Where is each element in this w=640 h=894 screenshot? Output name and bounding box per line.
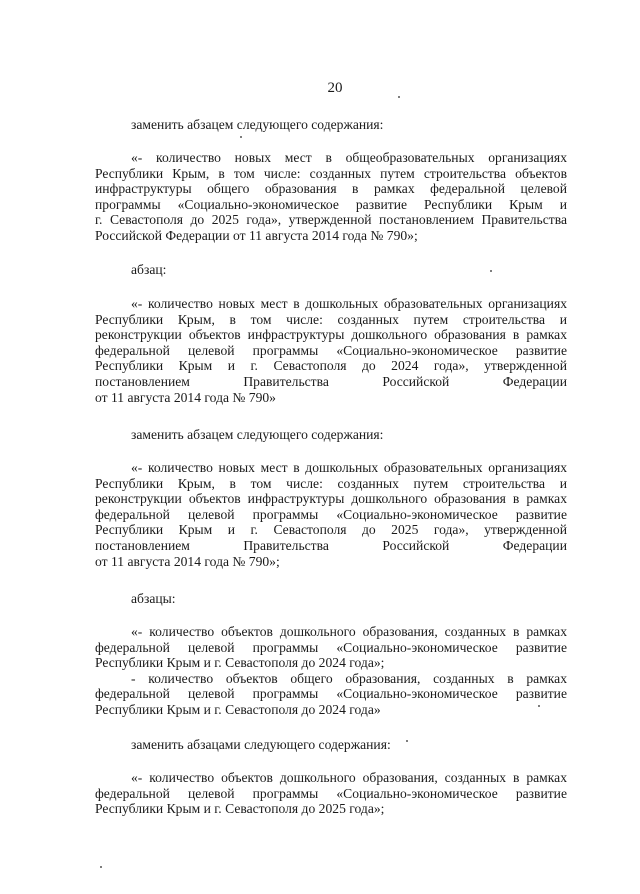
- paragraph-line: Республики Крым и г. Севастополя до 2025 года»;: [95, 801, 385, 817]
- scan-speck: [406, 740, 408, 742]
- quoted-paragraph: [95, 296, 567, 405]
- scan-speck: [100, 866, 102, 868]
- instruction-line: абзацы:: [131, 591, 176, 606]
- paragraph-line: Республики Крым и г. Севастополя до 2025 года», утвержденной: [95, 522, 567, 538]
- instruction-line: заменить абзацами следующего содержания:: [131, 737, 391, 752]
- quoted-paragraph: [95, 770, 567, 817]
- quoted-paragraph: [95, 624, 567, 718]
- paragraph-line: - количество объектов общего образования, созданных в рамках: [131, 670, 567, 686]
- paragraph-line: от 11 августа 2014 года № 790»;: [95, 553, 280, 569]
- paragraph-line: «- количество объектов дошкольного образования, созданных в рамках: [131, 624, 567, 639]
- paragraph-line: реконструкции объектов инфраструктуры дошкольного образования в рамках: [95, 491, 567, 507]
- paragraph-line: от 11 августа 2014 года № 790»: [95, 389, 276, 405]
- scan-speck: [538, 705, 540, 707]
- paragraph-line: федеральной целевой программы «Социально-экономическое развитие: [95, 686, 567, 702]
- paragraph-line: Российской Федерации от 11 августа 2014 года № 790»;: [95, 227, 418, 243]
- paragraph-line: инфраструктуры общего образования в рамках федеральной целевой: [95, 181, 567, 197]
- quoted-paragraph: [95, 150, 567, 244]
- paragraph-line: федеральной целевой программы «Социально-экономическое развитие: [95, 785, 567, 801]
- paragraph-line: «- количество новых мест в дошкольных образовательных организациях: [131, 460, 567, 475]
- paragraph-line: Республики Крым и г. Севастополя до 2024 года», утвержденной: [95, 358, 567, 374]
- scan-speck: [398, 96, 400, 98]
- paragraph-line: Республики Крым, в том числе: созданных путем строительства и: [95, 311, 567, 327]
- paragraph-line: «- количество новых мест в дошкольных образовательных организациях: [131, 296, 567, 311]
- paragraph-line: постановлением Правительства Российской Федерации: [95, 537, 567, 553]
- paragraph-line: Республики Крым и г. Севастополя до 2024 года»;: [95, 655, 385, 671]
- paragraph-line: «- количество объектов дошкольного образования, созданных в рамках: [131, 770, 567, 785]
- instruction-line: заменить абзацем следующего содержания:: [131, 117, 384, 132]
- instruction-line: заменить абзацем следующего содержания:: [131, 427, 384, 442]
- scan-speck: [240, 136, 242, 138]
- instruction-line: абзац:: [131, 262, 167, 277]
- paragraph-line: программы «Социально-экономическое развитие Республики Крым и: [95, 196, 567, 212]
- paragraph-line: Республики Крым, в том числе: созданных путем строительства и: [95, 475, 567, 491]
- paragraph-line: реконструкции объектов инфраструктуры дошкольного образования в рамках: [95, 327, 567, 343]
- paragraph-line: Республики Крым и г. Севастополя до 2024 года»: [95, 701, 381, 717]
- paragraph-line: федеральной целевой программы «Социально-экономическое развитие: [95, 506, 567, 522]
- paragraph-line: постановлением Правительства Российской Федерации: [95, 373, 567, 389]
- paragraph-line: федеральной целевой программы «Социально-экономическое развитие: [95, 639, 567, 655]
- paragraph-line: Республики Крым, в том числе: созданных путем строительства объектов: [95, 165, 567, 181]
- page-number: 20: [327, 80, 343, 96]
- scan-speck: [490, 270, 492, 272]
- quoted-paragraph: [95, 460, 567, 569]
- paragraph-line: г. Севастополя до 2025 года», утвержденной постановлением Правительства: [95, 212, 567, 228]
- paragraph-line: федеральной целевой программы «Социально-экономическое развитие: [95, 342, 567, 358]
- paragraph-line: «- количество новых мест в общеобразовательных организациях: [131, 150, 567, 165]
